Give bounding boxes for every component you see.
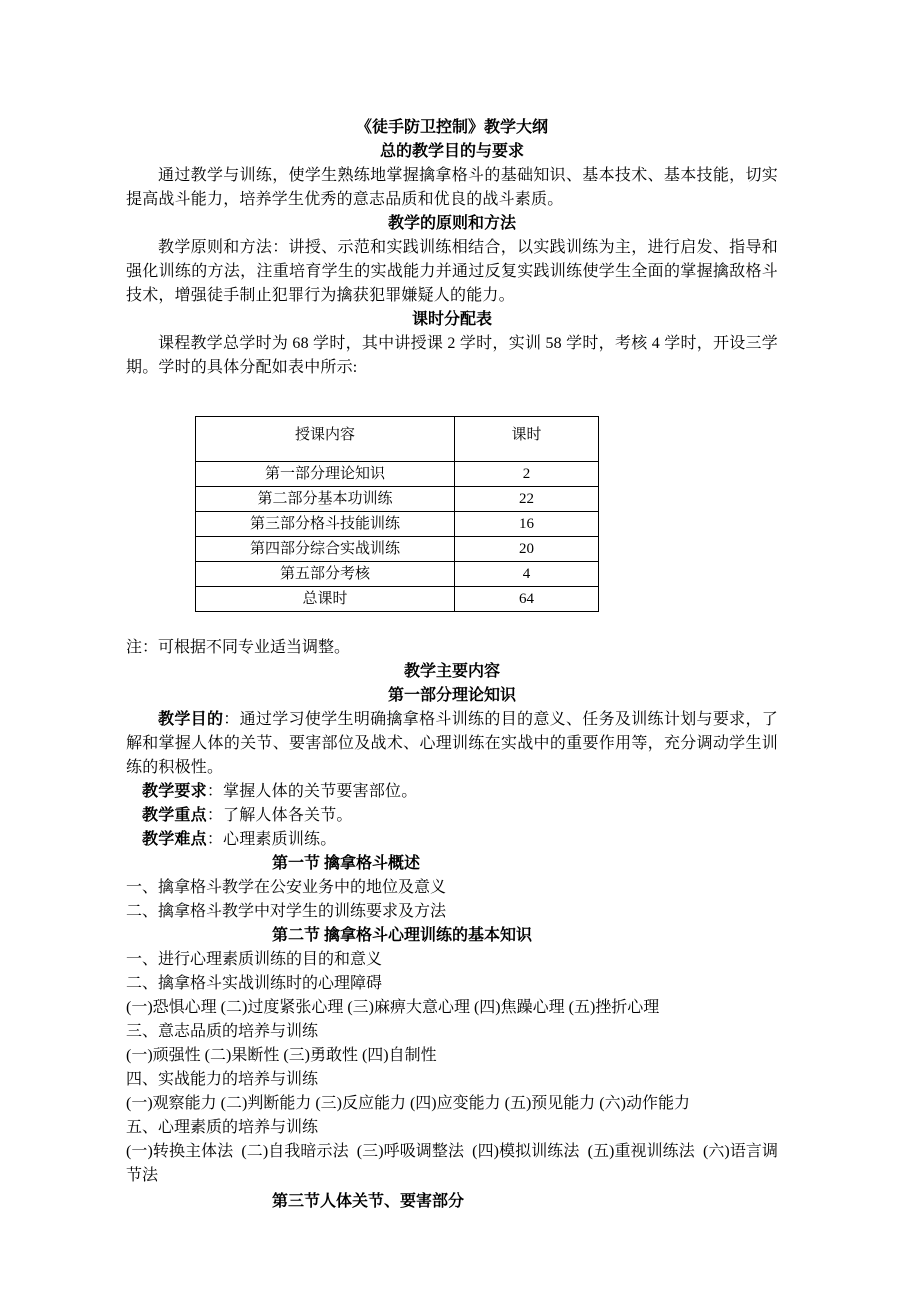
table-cell: 20 — [455, 537, 599, 562]
section-heading: 第三节人体关节、要害部分 — [272, 1193, 465, 1210]
document-title: 《徒手防卫控制》教学大纲 — [355, 119, 548, 136]
text: ：了解人体各关节。 — [206, 807, 353, 824]
table-cell: 第四部分综合实战训练 — [196, 537, 455, 562]
table-row — [196, 562, 599, 587]
section-heading: 教学主要内容 — [403, 663, 500, 680]
list-item: (一)观察能力 (二)判断能力 (三)反应能力 (四)应变能力 (五)预见能力 (六)动作能力 — [126, 1095, 690, 1112]
table-header-row — [196, 417, 599, 462]
table-row — [196, 512, 599, 537]
table-header-cell: 授课内容 — [196, 417, 455, 462]
label: 教学难点 — [142, 831, 207, 848]
text: ：心理素质训练。 — [206, 831, 337, 848]
section-heading: 教学的原则和方法 — [387, 215, 516, 232]
list-item: 四、实战能力的培养与训练 — [126, 1071, 319, 1088]
table-cell: 2 — [455, 462, 599, 487]
paragraph: 通过教学与训练，使学生熟练地掌握擒拿格斗的基础知识、基本技术、基本技能，切实提高战斗能力，培养学生优秀的意志品质和优良的战斗素质。 — [126, 167, 778, 208]
table-cell: 64 — [455, 587, 599, 612]
table-cell: 16 — [455, 512, 599, 537]
table-cell: 第一部分理论知识 — [196, 462, 455, 487]
list-item: (一)顽强性 (二)果断性 (三)勇敢性 (四)自制性 — [126, 1047, 437, 1064]
list-item: 二、擒拿格斗实战训练时的心理障碍 — [126, 975, 383, 992]
list-item: 三、意志品质的培养与训练 — [126, 1023, 319, 1040]
table-row — [196, 462, 599, 487]
document-page — [126, 116, 778, 1214]
table-cell: 4 — [455, 562, 599, 587]
teaching-difficulty — [126, 828, 778, 852]
list-item: 二、擒拿格斗教学中对学生的训练要求及方法 — [126, 903, 447, 920]
label: 教学要求 — [142, 783, 207, 800]
table-cell: 总课时 — [196, 587, 455, 612]
list-item: (一)恐惧心理 (二)过度紧张心理 (三)麻痹大意心理 (四)焦躁心理 (五)挫折心理 — [126, 999, 660, 1016]
section-heading: 课时分配表 — [411, 311, 492, 328]
text: ：掌握人体的关节要害部位。 — [206, 783, 418, 800]
text: ：通过学习使学生明确擒拿格斗训练的目的意义、任务及训练计划与要求，了解和掌握人体的关节、要害部位及战术、心理训练在实战中的重要作用等，充分调动学生训练的积极性。 — [126, 711, 778, 776]
table-cell: 22 — [455, 487, 599, 512]
teaching-requirement — [126, 780, 778, 804]
table-cell: 第二部分基本功训练 — [196, 487, 455, 512]
table-cell: 第五部分考核 — [196, 562, 455, 587]
table-row — [196, 537, 599, 562]
list-item: 一、擒拿格斗教学在公安业务中的地位及意义 — [126, 879, 447, 896]
section-heading: 第一节 擒拿格斗概述 — [272, 855, 421, 872]
table-row — [196, 487, 599, 512]
teaching-goal — [126, 708, 778, 780]
teaching-key-point — [126, 804, 778, 828]
table-row — [196, 587, 599, 612]
paragraph: 课程教学总学时为 68 学时，其中讲授课 2 学时，实训 58 学时，考核 4 学时，开设三学期。学时的具体分配如表中所示: — [126, 335, 778, 376]
list-item: (一)转换主体法 (二)自我暗示法 (三)呼吸调整法 (四)模拟训练法 (五)重视训练法 (六)语言调节法 — [126, 1143, 778, 1184]
paragraph: 教学原则和方法：讲授、示范和实践训练相结合，以实践训练为主，进行启发、指导和强化训练的方法，注重培育学生的实战能力并通过反复实践训练使学生全面的掌握擒敌格斗技术，增强徒手制止犯罪行为擒获犯罪嫌疑人的能力。 — [126, 239, 778, 304]
section-heading: 第二节 擒拿格斗心理训练的基本知识 — [272, 927, 533, 944]
label: 教学目的 — [158, 711, 224, 728]
hours-table — [195, 416, 599, 612]
label: 教学重点 — [142, 807, 207, 824]
table-cell: 第三部分格斗技能训练 — [196, 512, 455, 537]
table-note: 注：可根据不同专业适当调整。 — [126, 639, 351, 656]
part-heading: 第一部分理论知识 — [387, 687, 516, 704]
section-heading: 总的教学目的与要求 — [379, 143, 524, 160]
list-item: 一、进行心理素质训练的目的和意义 — [126, 951, 383, 968]
table-header-cell: 课时 — [455, 417, 599, 462]
list-item: 五、心理素质的培养与训练 — [126, 1119, 319, 1136]
